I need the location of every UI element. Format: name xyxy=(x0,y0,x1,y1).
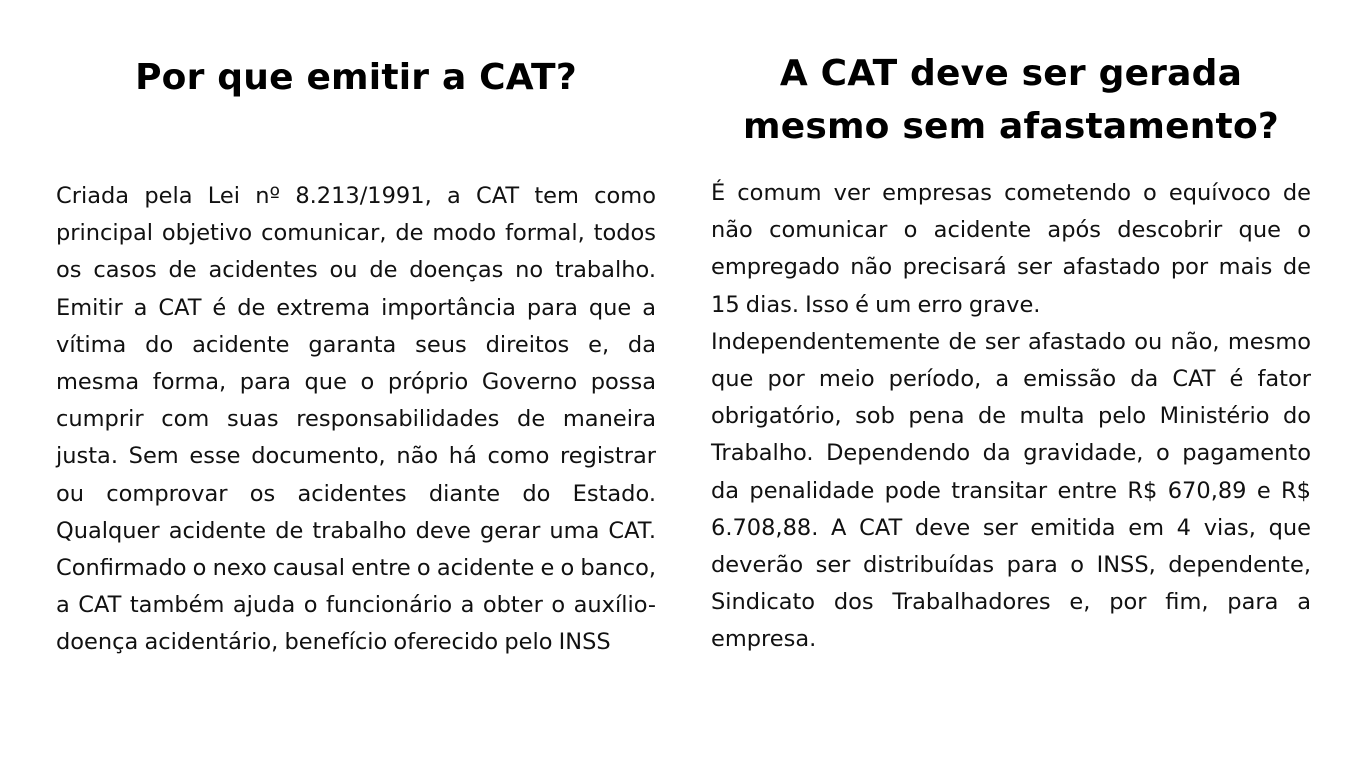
right-paragraph-1: É comum ver empresas cometendo o equívoco de não comunicar o acidente após descobrir que o empregado não precisará ser afastado por mais de 15 dias. Isso é um erro grave. xyxy=(711,180,1311,318)
right-heading: A CAT deve ser gerada mesmo sem afastamento? xyxy=(743,53,1279,147)
right-body xyxy=(711,175,1311,659)
left-body xyxy=(56,178,656,662)
left-heading: Por que emitir a CAT? xyxy=(135,57,577,98)
left-paragraph: Criada pela Lei nº 8.213/1991, a CAT tem como principal objetivo comunicar, de modo formal, todos os casos de acidentes ou de doenças no trabalho. Emitir a CAT é de extrema importância para que a vítima do acidente garanta seus direitos e, da mesma forma, para que o próprio Governo possa cumprir com suas responsabilidades de maneira justa. Sem esse documento, não há como registrar ou comprovar os acidentes diante do Estado. Qualquer acidente de trabalho deve gerar uma CAT. Confirmado o nexo causal entre o acidente e o banco, a CAT também ajuda o funcionário a obter o auxílio-doença acidentário, benefício oferecido pelo INSS xyxy=(56,183,656,656)
right-paragraph-2: Independentemente de ser afastado ou não, mesmo que por meio período, a emissão da CAT é fator obrigatório, sob pena de multa pelo Ministério do Trabalho. Dependendo da gravidade, o pagamento da penalidade pode transitar entre R$ 670,89 e R$ 6.708,88. A CAT deve ser emitida em 4 vias, que deverão ser distribuídas para o INSS, dependente, Sindicato dos Trabalhadores e, por fim, para a empresa. xyxy=(711,328,1311,653)
